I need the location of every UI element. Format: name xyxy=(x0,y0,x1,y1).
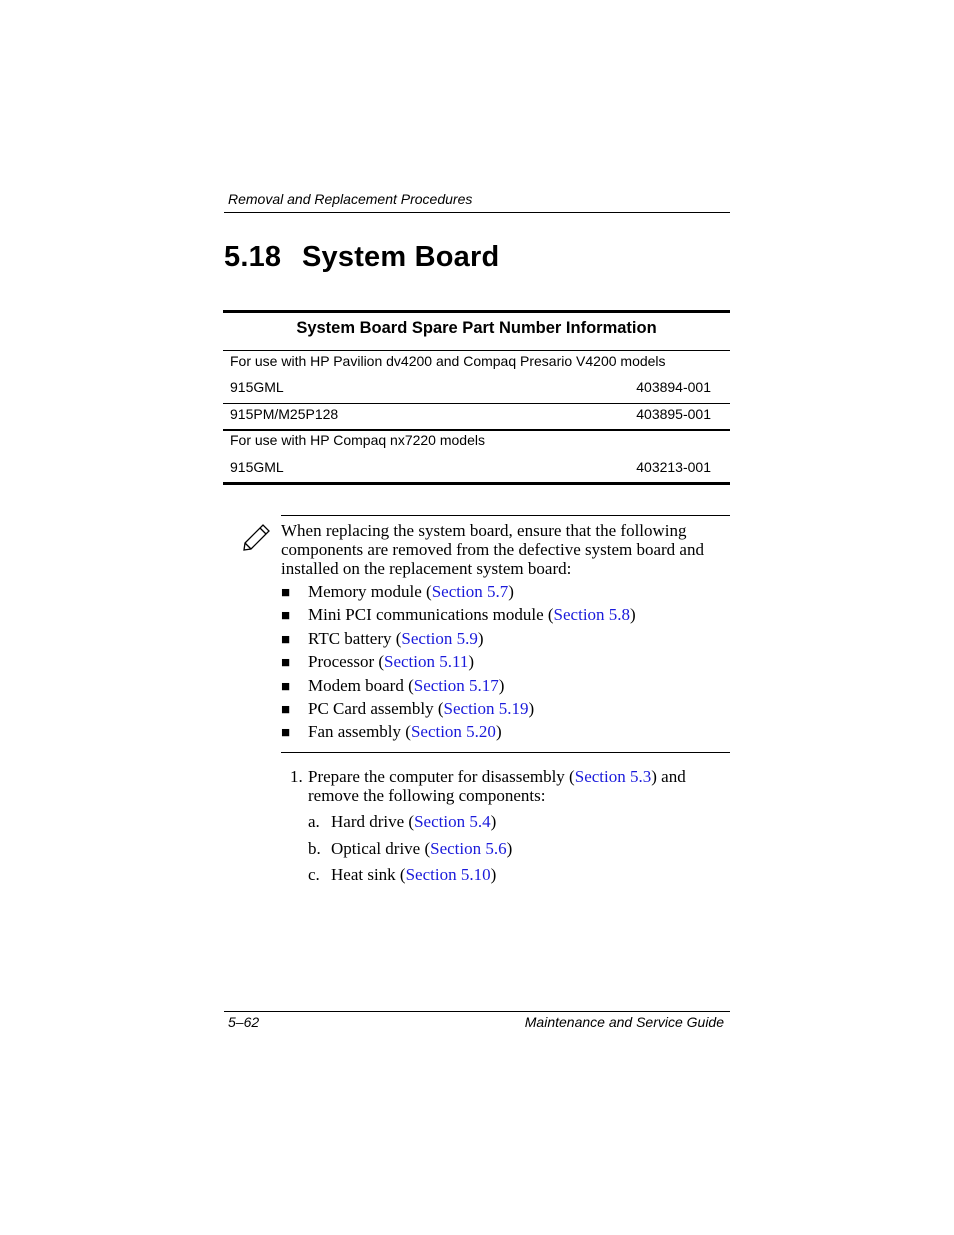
note-top-rule xyxy=(281,515,730,516)
section-link[interactable]: Section 5.6 xyxy=(430,839,507,858)
section-number: 5.18 xyxy=(224,241,282,273)
table-group-heading: For use with HP Pavilion dv4200 and Compaq Presario V4200 models xyxy=(230,353,666,369)
list-item: ■ RTC battery (Section 5.9) xyxy=(281,629,484,648)
table-row-part: 403213-001 xyxy=(636,459,711,475)
bullet-icon: ■ xyxy=(281,702,291,718)
header-rule xyxy=(224,212,730,213)
step-number: 1. xyxy=(290,767,303,786)
table-group-heading: For use with HP Compaq nx7220 models xyxy=(230,432,485,448)
footer-rule xyxy=(224,1011,730,1012)
list-item: ■ Modem board (Section 5.17) xyxy=(281,676,505,695)
section-link[interactable]: Section 5.20 xyxy=(410,722,496,741)
section-link[interactable]: Section 5.4 xyxy=(414,812,491,831)
section-link[interactable]: Section 5.19 xyxy=(443,699,529,718)
table-row-divider xyxy=(223,403,730,404)
bullet-icon: ■ xyxy=(281,585,291,601)
list-item: ■ Mini PCI communications module (Section 5.8) xyxy=(281,605,636,624)
bullet-icon: ■ xyxy=(281,608,291,624)
bullet-icon: ■ xyxy=(281,655,291,671)
table-group-divider xyxy=(223,429,730,431)
table-header-rule xyxy=(223,350,730,351)
running-header: Removal and Replacement Procedures xyxy=(228,191,473,207)
table-title: System Board Spare Part Number Information xyxy=(296,319,657,337)
sub-step: c. Heat sink (Section 5.10) xyxy=(308,865,497,884)
list-item: ■ Memory module (Section 5.7) xyxy=(281,582,514,601)
table-row-part: 403894-001 xyxy=(636,379,711,395)
list-item: ■ Fan assembly (Section 5.20) xyxy=(281,722,502,741)
sub-step: a. Hard drive (Section 5.4) xyxy=(308,812,497,831)
section-title-text: System Board xyxy=(302,241,500,273)
section-link[interactable]: Section 5.17 xyxy=(413,676,499,695)
section-link[interactable]: Section 5.11 xyxy=(384,652,469,671)
note-text: When replacing the system board, ensure that the following components are removed from the defective system board and installed on the replacement system board: xyxy=(281,521,704,578)
bullet-icon: ■ xyxy=(281,632,291,648)
section-link[interactable]: Section 5.8 xyxy=(553,605,631,624)
page-number: 5–62 xyxy=(228,1014,260,1030)
table-row-part: 403895-001 xyxy=(636,406,711,422)
list-item: ■ PC Card assembly (Section 5.19) xyxy=(281,699,535,718)
section-link[interactable]: Section 5.10 xyxy=(405,865,491,884)
table-bottom-rule xyxy=(223,482,730,485)
section-link[interactable]: Section 5.7 xyxy=(431,582,509,601)
bullet-icon: ■ xyxy=(281,679,291,695)
procedure-step xyxy=(290,767,730,805)
sub-step: b. Optical drive (Section 5.6) xyxy=(308,839,513,858)
guide-title: Maintenance and Service Guide xyxy=(524,1014,724,1030)
table-top-rule xyxy=(223,310,730,313)
pencil-note-icon xyxy=(241,521,273,557)
section-link[interactable]: Section 5.9 xyxy=(401,629,478,648)
section-title xyxy=(224,241,499,274)
step-text: Prepare the computer for disassembly (Section 5.3) and remove the following components: xyxy=(308,767,686,805)
bullet-icon: ■ xyxy=(281,725,291,741)
table-row-name: 915GML xyxy=(230,459,284,475)
table-row-name: 915GML xyxy=(230,379,284,395)
list-item: ■ Processor (Section 5.11) xyxy=(281,652,475,671)
note-bottom-rule xyxy=(281,752,730,753)
table-row-name: 915PM/M25P128 xyxy=(230,406,339,422)
section-link[interactable]: Section 5.3 xyxy=(574,767,652,786)
